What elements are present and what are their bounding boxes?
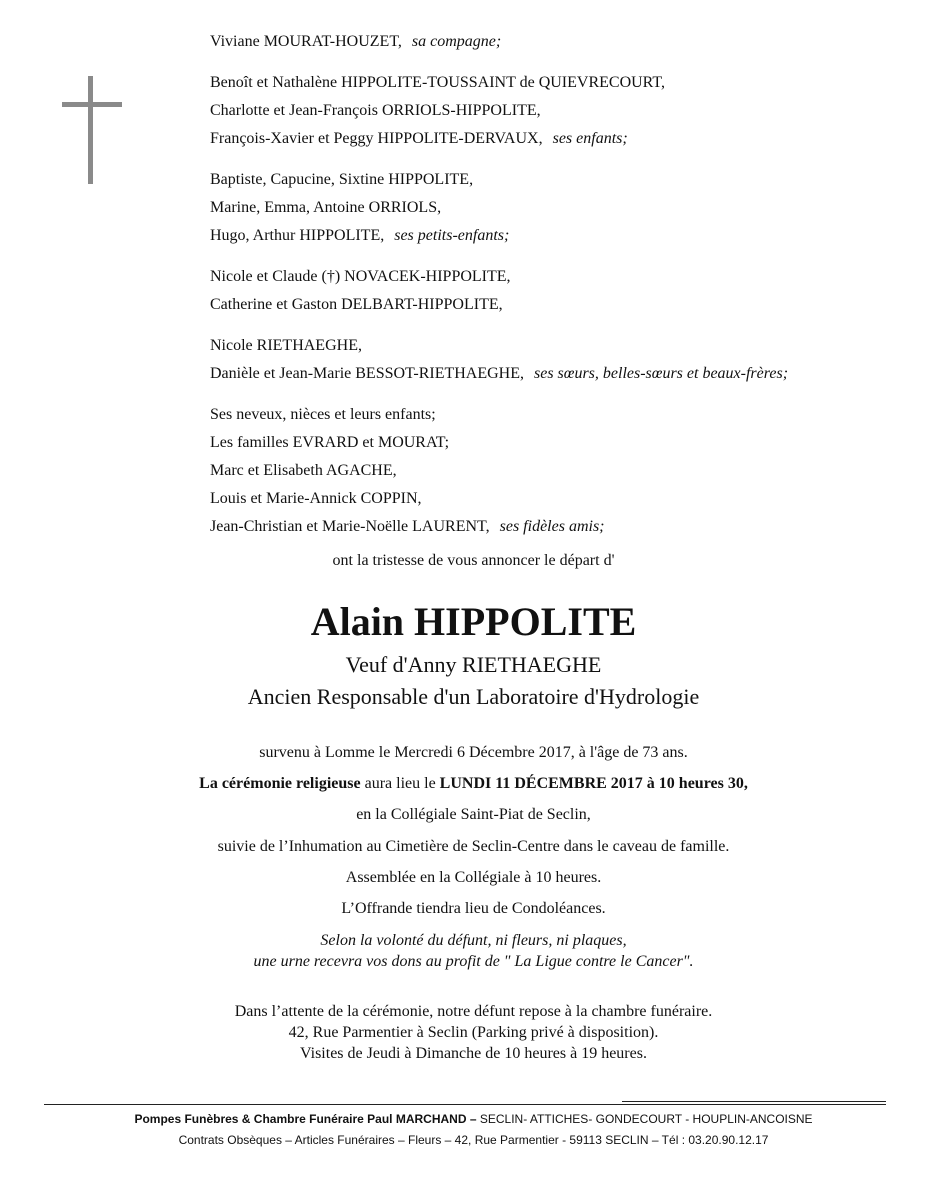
family-line: [210, 69, 910, 97]
ceremony-date: LUNDI 11 DÉCEMBRE 2017 à 10 heures 30,: [439, 775, 748, 792]
family-names: Les familles EVRARD et MOURAT;: [210, 434, 450, 451]
family-list: [210, 28, 910, 554]
family-line: [210, 97, 910, 125]
rest-line-2: 42, Rue Parmentier à Seclin (Parking privé à disposition).: [288, 1024, 659, 1041]
footer-towns: SECLIN- ATTICHES- GONDECOURT - HOUPLIN-ANCOISNE: [476, 1112, 813, 1126]
family-line: [210, 28, 910, 56]
burial-line: suivie de l’Inhumation au Cimetière de Seclin-Centre dans le caveau de famille.: [217, 838, 730, 855]
family-names: Marc et Elisabeth AGACHE,: [210, 462, 397, 479]
family-names: Baptiste, Capucine, Sixtine HIPPOLITE,: [210, 171, 474, 188]
family-names: Charlotte et Jean-François ORRIOLS-HIPPOLITE,: [210, 102, 541, 119]
family-names: Hugo, Arthur HIPPOLITE,: [210, 227, 385, 244]
family-names: Danièle et Jean-Marie BESSOT-RIETHAEGHE,: [210, 365, 524, 382]
family-group: [210, 69, 910, 153]
family-line: [210, 332, 910, 360]
divider-long: [44, 1104, 886, 1105]
family-role: ses enfants;: [552, 130, 628, 147]
rest-line-1: Dans l’attente de la cérémonie, notre défunt repose à la chambre funéraire.: [234, 1003, 713, 1020]
family-role: ses sœurs, belles-sœurs et beaux-frères;: [534, 365, 789, 382]
wish-line-1: Selon la volonté du défunt, ni fleurs, ni plaques,: [320, 932, 627, 949]
widower-line: Veuf d'Anny RIETHAEGHE: [345, 652, 602, 677]
family-names: Nicole et Claude (†) NOVACEK-HIPPOLITE,: [210, 268, 511, 285]
divider-short: [622, 1101, 886, 1102]
family-group: [210, 401, 910, 541]
family-line: [210, 457, 910, 485]
family-line: [210, 291, 910, 319]
family-line: [210, 166, 910, 194]
family-role: ses fidèles amis;: [499, 518, 605, 535]
ceremony-line: [0, 775, 947, 793]
ceremony-connector: aura lieu le: [360, 775, 440, 792]
family-line: [210, 194, 910, 222]
family-names: François-Xavier et Peggy HIPPOLITE-DERVAUX,: [210, 130, 543, 147]
family-line: [210, 485, 910, 513]
family-group: [210, 332, 910, 388]
family-names: Marine, Emma, Antoine ORRIOLS,: [210, 199, 442, 216]
family-role: ses petits-enfants;: [394, 227, 510, 244]
deceased-name: Alain HIPPOLITE: [310, 599, 637, 644]
occupation-line: Ancien Responsable d'un Laboratoire d'Hydrologie: [247, 684, 700, 709]
family-names: Louis et Marie-Annick COPPIN,: [210, 490, 422, 507]
death-line: survenu à Lomme le Mercredi 6 Décembre 2017, à l'âge de 73 ans.: [259, 744, 688, 761]
footer-services: Contrats Obsèques – Articles Funéraires – Fleurs – 42, Rue Parmentier - 59113 SECLIN – Tél : 03.20.90.12.17: [178, 1133, 769, 1147]
family-group: [210, 166, 910, 250]
family-line: [210, 263, 910, 291]
family-line: [210, 429, 910, 457]
family-group: [210, 263, 910, 319]
family-names: Ses neveux, nièces et leurs enfants;: [210, 406, 436, 423]
ceremony-place: en la Collégiale Saint-Piat de Seclin,: [356, 806, 591, 823]
assembly-line: Assemblée en la Collégiale à 10 heures.: [345, 869, 602, 886]
wish-line-2: une urne recevra vos dons au profit de " La Ligue contre le Cancer".: [253, 953, 694, 970]
cross-icon: [62, 76, 122, 184]
family-group: [210, 28, 910, 56]
ceremony-label: La cérémonie religieuse: [199, 775, 361, 792]
family-line: [210, 401, 910, 429]
family-names: Viviane MOURAT-HOUZET,: [210, 33, 402, 50]
offering-line: L’Offrande tiendra lieu de Condoléances.: [341, 900, 606, 917]
family-names: Benoît et Nathalène HIPPOLITE-TOUSSAINT de QUIEVRECOURT,: [210, 74, 665, 91]
family-role: sa compagne;: [411, 33, 502, 50]
family-line: [210, 513, 910, 541]
family-names: Catherine et Gaston DELBART-HIPPOLITE,: [210, 296, 503, 313]
family-line: [210, 360, 910, 388]
footer-company: Pompes Funèbres & Chambre Funéraire Paul MARCHAND –: [134, 1112, 477, 1126]
footer-company-line: [0, 1112, 947, 1126]
rest-line-3: Visites de Jeudi à Dimanche de 10 heures à 19 heures.: [300, 1045, 647, 1062]
family-names: Jean-Christian et Marie-Noëlle LAURENT,: [210, 518, 490, 535]
family-line: [210, 125, 910, 153]
family-line: [210, 222, 910, 250]
family-names: Nicole RIETHAEGHE,: [210, 337, 362, 354]
announcement-intro: ont la tristesse de vous annoncer le départ d': [332, 552, 615, 569]
